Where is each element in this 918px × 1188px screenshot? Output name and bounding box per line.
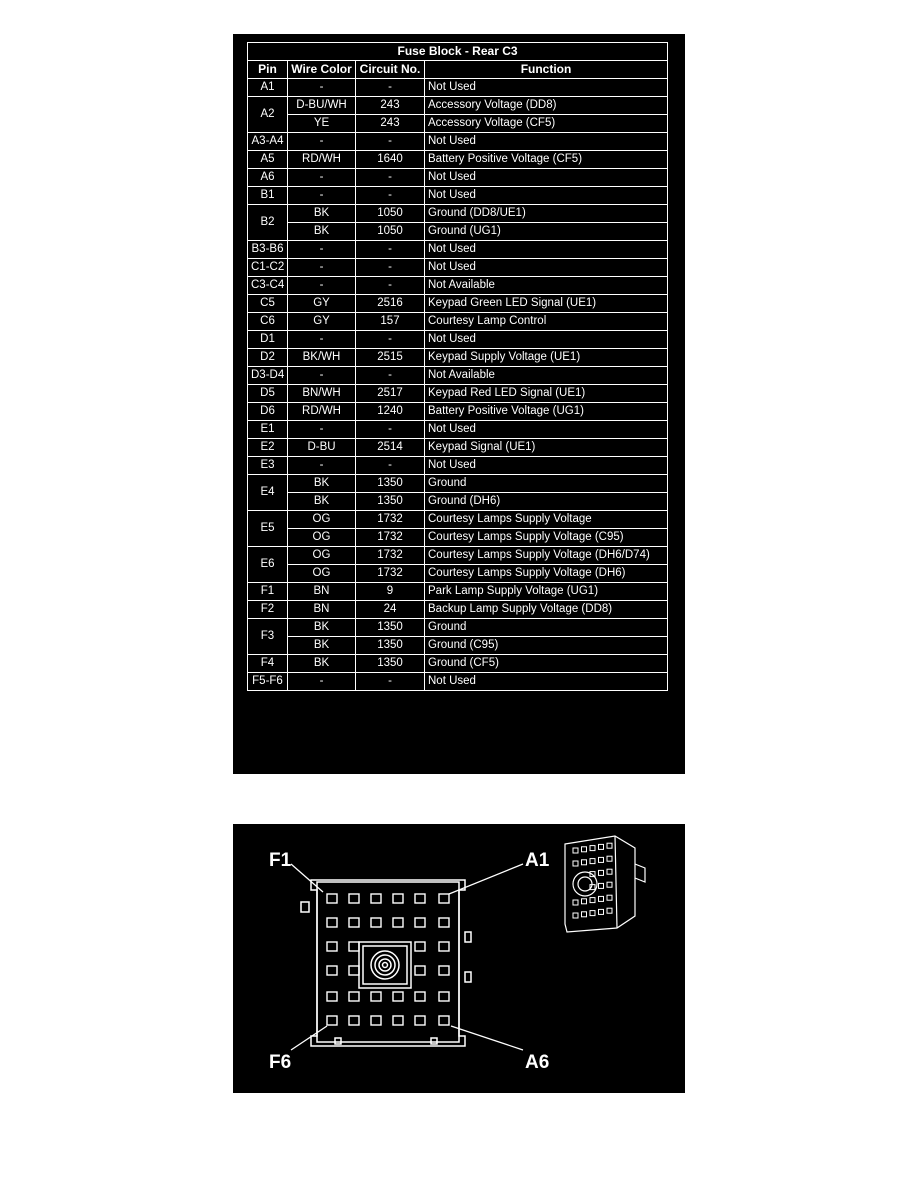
thumbnail-pin-cavity [599,857,604,862]
pin-cavity [393,894,403,903]
table-row [248,205,668,223]
cell-pin: F2 [248,601,288,619]
cell-function: Courtesy Lamp Control [425,313,668,331]
thumbnail-pin-cavity [607,908,612,913]
thumbnail-pin-cavity [582,860,587,865]
label-a1: A1 [525,850,550,871]
cell-wire-color: RD/WH [288,151,356,169]
table-row [248,367,668,385]
cell-wire-color: GY [288,295,356,313]
cell-pin: D2 [248,349,288,367]
header-wire-color: Wire Color [288,61,356,79]
cell-circuit-no: 9 [356,583,425,601]
cell-wire-color: BK [288,655,356,673]
cell-pin: E4 [248,475,288,511]
cell-pin: C6 [248,313,288,331]
table-row [248,439,668,457]
cell-wire-color: - [288,259,356,277]
cell-wire-color: BN/WH [288,385,356,403]
table-row [248,457,668,475]
table-row [248,133,668,151]
cell-pin: E5 [248,511,288,547]
cell-circuit-no: 2515 [356,349,425,367]
cell-pin: D1 [248,331,288,349]
cell-wire-color: BK/WH [288,349,356,367]
cell-pin: C3-C4 [248,277,288,295]
table-row [248,403,668,421]
cell-circuit-no: 1350 [356,619,425,637]
pin-cavity [415,942,425,951]
pin-cavity [415,894,425,903]
cell-circuit-no: 243 [356,115,425,133]
cell-circuit-no: 1240 [356,403,425,421]
cell-wire-color: - [288,331,356,349]
label-f6: F6 [269,1052,292,1073]
cell-pin: B1 [248,187,288,205]
cell-wire-color: - [288,673,356,691]
table-row [248,385,668,403]
cell-function: Courtesy Lamps Supply Voltage (DH6/D74) [425,547,668,565]
cell-circuit-no: 1732 [356,511,425,529]
cell-circuit-no: 2514 [356,439,425,457]
cell-circuit-no: 24 [356,601,425,619]
cell-wire-color: - [288,187,356,205]
table-row [248,349,668,367]
pin-cavity [371,1016,381,1025]
cell-pin: D6 [248,403,288,421]
cell-function: Park Lamp Supply Voltage (UG1) [425,583,668,601]
cell-wire-color: OG [288,547,356,565]
cell-pin: F4 [248,655,288,673]
cell-wire-color: D-BU/WH [288,97,356,115]
pin-cavity [349,1016,359,1025]
cell-function: Accessory Voltage (CF5) [425,115,668,133]
cell-wire-color: - [288,277,356,295]
cell-pin: E1 [248,421,288,439]
cell-wire-color: OG [288,565,356,583]
cell-function: Keypad Red LED Signal (UE1) [425,385,668,403]
table-row [248,583,668,601]
table-row [248,331,668,349]
cell-function: Accessory Voltage (DD8) [425,97,668,115]
pin-cavity [393,992,403,1001]
cell-wire-color: OG [288,511,356,529]
thumbnail-pin-cavity [582,847,587,852]
cell-function: Not Used [425,79,668,97]
pin-cavity [439,1016,449,1025]
cell-pin: B2 [248,205,288,241]
pin-cavity [349,918,359,927]
pin-cavity [327,942,337,951]
cell-function: Not Used [425,133,668,151]
cell-wire-color: - [288,457,356,475]
pin-cavity [439,992,449,1001]
cell-function: Ground (DD8/UE1) [425,205,668,223]
connector-face-diagram [233,824,685,1093]
pin-cavity [327,918,337,927]
cell-wire-color: BN [288,583,356,601]
cell-circuit-no: 1732 [356,565,425,583]
pin-cavity [415,918,425,927]
cell-wire-color: RD/WH [288,403,356,421]
table-row [248,547,668,565]
cell-circuit-no: - [356,421,425,439]
pin-cavity [371,992,381,1001]
pin-cavity [415,1016,425,1025]
pinout-table-panel [233,34,685,774]
pin-cavity [349,894,359,903]
cell-pin: F5-F6 [248,673,288,691]
table-row [248,529,668,547]
cell-pin: D5 [248,385,288,403]
table-row [248,637,668,655]
cell-function: Courtesy Lamps Supply Voltage (C95) [425,529,668,547]
table-row [248,655,668,673]
cell-function: Not Used [425,241,668,259]
cell-function: Not Used [425,331,668,349]
thumbnail-pin-cavity [573,861,578,866]
cell-wire-color: BK [288,493,356,511]
header-circuit-no: Circuit No. [356,61,425,79]
cell-circuit-no: - [356,673,425,691]
cell-circuit-no: 1732 [356,529,425,547]
cell-wire-color: OG [288,529,356,547]
cell-circuit-no: - [356,241,425,259]
cell-function: Ground [425,619,668,637]
table-row [248,115,668,133]
cell-function: Courtesy Lamps Supply Voltage (DH6) [425,565,668,583]
cell-wire-color: BK [288,205,356,223]
cell-circuit-no: 2516 [356,295,425,313]
cell-circuit-no: 1050 [356,223,425,241]
pin-cavity [393,918,403,927]
cell-pin: A6 [248,169,288,187]
pin-cavity [371,894,381,903]
cell-function: Not Available [425,367,668,385]
cell-function: Not Available [425,277,668,295]
header-function: Function [425,61,668,79]
table-row [248,673,668,691]
cell-function: Backup Lamp Supply Voltage (DD8) [425,601,668,619]
pin-cavity [327,894,337,903]
thumbnail-pin-cavity [582,899,587,904]
table-body [248,79,668,691]
pinout-table [247,42,668,691]
pin-cavity [349,966,359,975]
table-row [248,169,668,187]
cell-circuit-no: 1350 [356,475,425,493]
cell-function: Courtesy Lamps Supply Voltage [425,511,668,529]
cell-wire-color: - [288,241,356,259]
table-row [248,187,668,205]
cell-circuit-no: - [356,277,425,295]
cell-wire-color: BK [288,223,356,241]
cell-function: Ground (C95) [425,637,668,655]
cell-circuit-no: 1350 [356,655,425,673]
table-row [248,277,668,295]
pin-cavity [349,992,359,1001]
cell-function: Not Used [425,457,668,475]
table-row [248,241,668,259]
cell-function: Ground (UG1) [425,223,668,241]
cell-circuit-no: - [356,367,425,385]
cell-wire-color: YE [288,115,356,133]
thumbnail-pin-cavity [607,856,612,861]
table-row [248,79,668,97]
cell-pin: A1 [248,79,288,97]
pin-cavity [415,992,425,1001]
cell-circuit-no: - [356,457,425,475]
cell-function: Ground (DH6) [425,493,668,511]
cell-wire-color: - [288,79,356,97]
cell-function: Ground (CF5) [425,655,668,673]
pin-cavity [349,942,359,951]
cell-circuit-no: 243 [356,97,425,115]
pin-cavity [439,918,449,927]
cell-wire-color: BN [288,601,356,619]
pin-cavity [393,1016,403,1025]
cell-circuit-no: - [356,133,425,151]
thumbnail-pin-cavity [607,869,612,874]
connector-diagram-panel [233,824,685,1093]
cell-wire-color: D-BU [288,439,356,457]
table-row [248,313,668,331]
cell-pin: C5 [248,295,288,313]
thumbnail-pin-cavity [573,900,578,905]
thumbnail-pin-cavity [590,898,595,903]
label-a6: A6 [525,1052,550,1073]
cell-circuit-no: 1350 [356,493,425,511]
label-f1: F1 [269,850,292,871]
cell-circuit-no: 1640 [356,151,425,169]
thumbnail-pin-cavity [607,843,612,848]
thumbnail-pin-cavity [599,896,604,901]
cell-pin: A2 [248,97,288,133]
header-pin: Pin [248,61,288,79]
thumbnail-pin-cavity [590,846,595,851]
cell-function: Battery Positive Voltage (CF5) [425,151,668,169]
cell-function: Keypad Green LED Signal (UE1) [425,295,668,313]
cell-pin: B3-B6 [248,241,288,259]
cell-pin: E6 [248,547,288,583]
cell-circuit-no: - [356,331,425,349]
cell-pin: A3-A4 [248,133,288,151]
thumbnail-pin-cavity [590,911,595,916]
pin-cavity [415,966,425,975]
table-row [248,223,668,241]
cell-pin: C1-C2 [248,259,288,277]
cell-wire-color: BK [288,619,356,637]
cell-circuit-no: - [356,259,425,277]
cell-wire-color: BK [288,637,356,655]
cell-wire-color: - [288,169,356,187]
thumbnail-pin-cavity [607,895,612,900]
cell-function: Keypad Supply Voltage (UE1) [425,349,668,367]
cell-pin: E2 [248,439,288,457]
cell-function: Not Used [425,421,668,439]
table-row [248,601,668,619]
cell-pin: F1 [248,583,288,601]
thumbnail-pin-cavity [582,912,587,917]
cell-pin: F3 [248,619,288,655]
cell-pin: E3 [248,457,288,475]
table-row [248,475,668,493]
cell-circuit-no: 1732 [356,547,425,565]
thumbnail-pin-cavity [599,844,604,849]
table-row [248,151,668,169]
cell-function: Battery Positive Voltage (UG1) [425,403,668,421]
pin-cavity [439,966,449,975]
thumbnail-pin-cavity [573,913,578,918]
cell-pin: A5 [248,151,288,169]
thumbnail-pin-cavity [599,883,604,888]
cell-circuit-no: - [356,187,425,205]
cell-function: Ground [425,475,668,493]
pin-cavity [327,966,337,975]
table-title: Fuse Block - Rear C3 [248,43,668,61]
table-row [248,295,668,313]
pin-cavity [371,918,381,927]
thumbnail-pin-cavity [607,882,612,887]
cell-wire-color: - [288,367,356,385]
cell-wire-color: GY [288,313,356,331]
cell-circuit-no: 157 [356,313,425,331]
table-row [248,421,668,439]
table-row [248,97,668,115]
table-row [248,565,668,583]
thumbnail-pin-cavity [599,909,604,914]
pin-cavity [327,992,337,1001]
table-row [248,493,668,511]
pin-cavity [439,894,449,903]
cell-circuit-no: 1050 [356,205,425,223]
thumbnail-pin-cavity [590,859,595,864]
cell-function: Not Used [425,169,668,187]
cell-circuit-no: - [356,169,425,187]
table-row [248,511,668,529]
pin-cavity [327,1016,337,1025]
thumbnail-pin-cavity [573,848,578,853]
cell-function: Keypad Signal (UE1) [425,439,668,457]
cell-function: Not Used [425,187,668,205]
cell-wire-color: BK [288,475,356,493]
cell-wire-color: - [288,133,356,151]
cell-function: Not Used [425,259,668,277]
pin-cavity [439,942,449,951]
cell-pin: D3-D4 [248,367,288,385]
cell-circuit-no: 1350 [356,637,425,655]
table-row [248,619,668,637]
table-row [248,259,668,277]
cell-circuit-no: - [356,79,425,97]
thumbnail-pin-cavity [599,870,604,875]
cell-circuit-no: 2517 [356,385,425,403]
cell-wire-color: - [288,421,356,439]
cell-function: Not Used [425,673,668,691]
